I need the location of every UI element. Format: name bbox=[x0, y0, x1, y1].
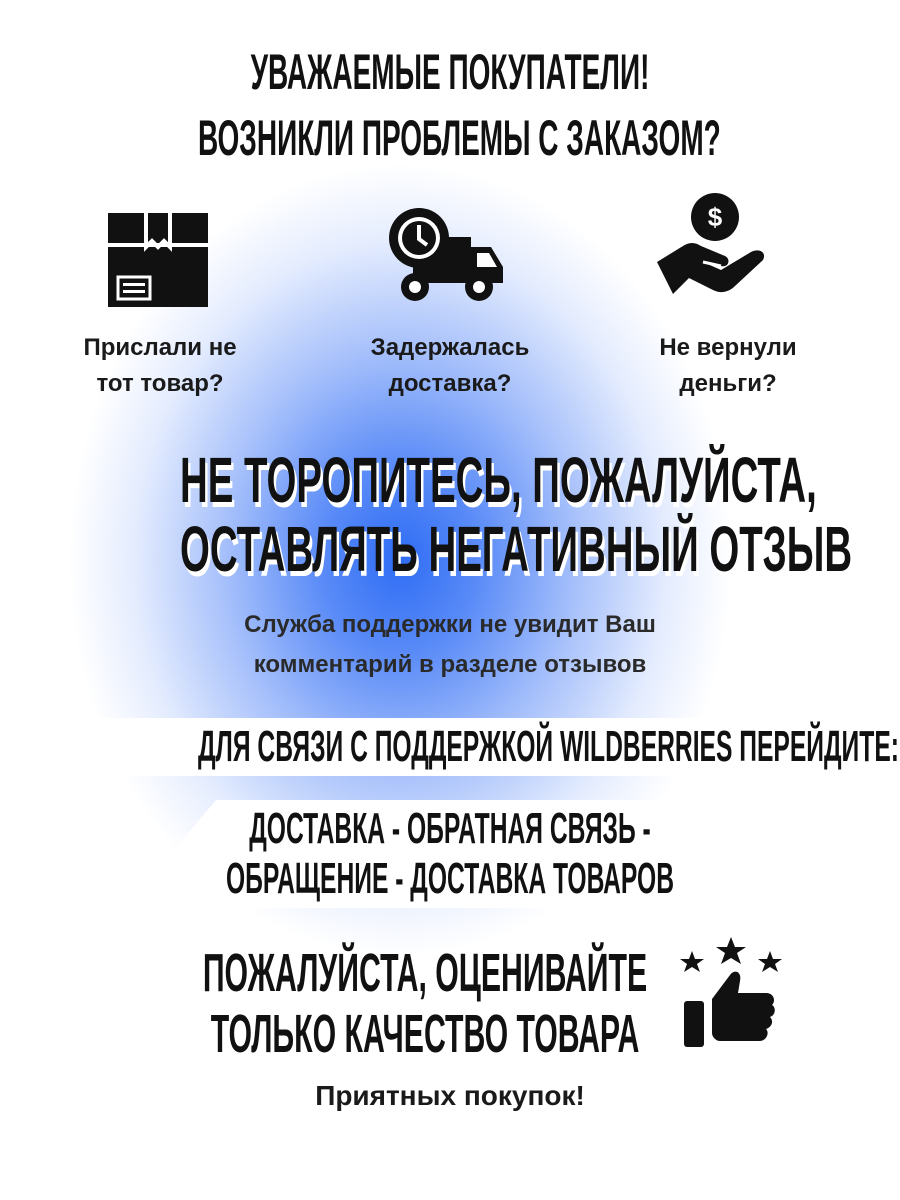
thumbs-up-stars-icon bbox=[676, 935, 786, 1053]
delivery-truck-clock-icon bbox=[385, 205, 505, 305]
money-hand-icon bbox=[655, 192, 775, 306]
rate-line-1: ПОЖАЛУЙСТА, ОЦЕНИВАЙТЕ bbox=[202, 943, 648, 1003]
path-line-1: ДОСТАВКА - ОБРАТНАЯ СВЯЗЬ - bbox=[249, 804, 651, 853]
farewell-text: Приятных покупок! bbox=[315, 1080, 585, 1111]
contact-instruction: ДЛЯ СВЯЗИ С ПОДДЕРЖКОЙ WILDBERRIES ПЕРЕЙДИТЕ: bbox=[198, 722, 899, 771]
problem-caption-wrong-item: Прислали не тот товар? bbox=[83, 334, 237, 397]
problem-caption-no-refund: Не вернули деньги? bbox=[659, 334, 797, 397]
package-box-icon bbox=[108, 213, 208, 307]
svg-text:$: $ bbox=[707, 202, 723, 232]
problem-caption-delayed-delivery: Задержалась доставка? bbox=[370, 334, 530, 397]
support-note-line-1: Служба поддержки не увидит Ваш bbox=[244, 611, 656, 638]
appeal-line-2: ОСТАВЛЯТЬ НЕГАТИВНЫЙ ОТЗЫВ bbox=[180, 513, 853, 585]
path-line-2: ОБРАЩЕНИЕ - ДОСТАВКА ТОВАРОВ bbox=[225, 854, 675, 903]
heading-order-problems: ВОЗНИКЛИ ПРОБЛЕМЫ С ЗАКАЗОМ? bbox=[198, 110, 721, 166]
rate-line-2: ТОЛЬКО КАЧЕСТВО ТОВАРА bbox=[210, 1004, 640, 1064]
appeal-line-1: НЕ ТОРОПИТЕСЬ, ПОЖАЛУЙСТА, bbox=[180, 444, 817, 516]
support-note-line-2: комментарий в разделе отзывов bbox=[253, 651, 647, 678]
heading-dear-customers: УВАЖАЕМЫЕ ПОКУПАТЕЛИ! bbox=[250, 44, 650, 100]
